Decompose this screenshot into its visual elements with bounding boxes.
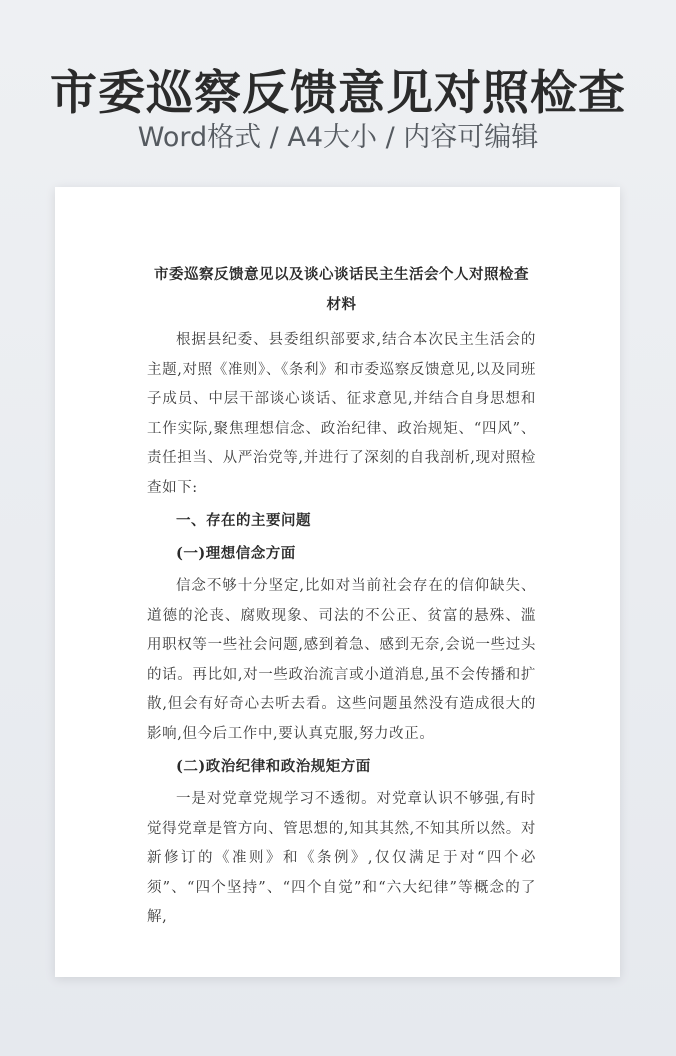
intro-paragraph: 根据县纪委、县委组织部要求,结合本次民主生活会的主题,对照《准则》、《条利》和市委巡察反馈意见,以及同班子成员、中层干部谈心谈话、征求意见,并结合自身思想和工作实际,聚焦理想信念、政治纪律、政治规矩、“四风”、责任担当、从严治党等,并进行了深刻的自我剖析,现对照检查如下:	[147, 332, 536, 496]
document-page	[55, 187, 620, 977]
section-heading-problems: 一、存在的主要问题	[176, 512, 311, 529]
discipline-paragraph: 一是对党章党规学习不透彻。对党章认识不够强,有时觉得党章是管方向、管思想的,知其其然,不知其所以然。对新修订的《准则》和《条例》,仅仅满足于对“四个必须”、“四个坚持”、“四个自觉”和“六大纪律”等概念的了解,	[147, 791, 536, 925]
document-title	[147, 260, 536, 320]
subsection-heading-discipline: (二)政治纪律和政治规矩方面	[176, 758, 371, 775]
document-title-line1: 市委巡察反馈意见以及谈心谈话民主生活会个人对照检查	[154, 266, 529, 283]
subsection-heading-ideals: (一)理想信念方面	[176, 545, 296, 562]
document-title-line2: 材料	[326, 296, 357, 313]
banner-title: 市委巡察反馈意见对照检查	[50, 66, 626, 121]
banner-subtitle: Word格式 / A4大小 / 内容可编辑	[137, 122, 539, 153]
ideals-paragraph: 信念不够十分坚定,比如对当前社会存在的信仰缺失、道德的沦丧、腐败现象、司法的不公正、贫富的悬殊、滥用职权等一些社会问题,感到着急、感到无奈,会说一些过头的话。再比如,对一些政治流言或小道消息,虽不会传播和扩散,但会有好奇心去听去看。这些问题虽然没有造成很大的影响,但今后工作中,要认真克服,努力改正。	[147, 578, 536, 742]
document-body	[147, 260, 536, 933]
